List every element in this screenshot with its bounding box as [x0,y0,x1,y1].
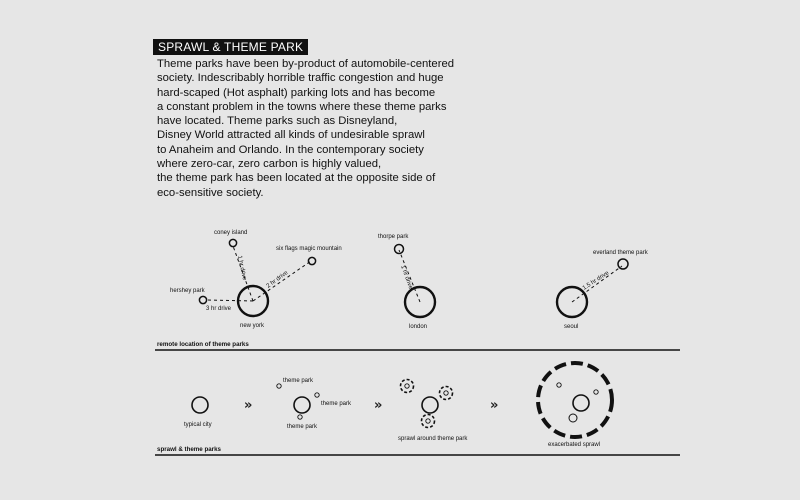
everland-label: everland theme park [593,250,648,256]
seoul-diagram [557,250,649,330]
typical-city-circle [192,397,208,413]
thorpe-park-circle [395,245,404,254]
sprawl-ring [422,415,435,428]
new-york-diagram [170,230,342,329]
six-flags-park-circle [308,257,315,264]
theme-park-circle [298,415,302,419]
city-circle [294,397,310,413]
paragraph-line: a constant problem in the towns where these theme parks [157,100,447,113]
sprawl-sequence [184,363,612,448]
paragraph-line: hard-scaped (Hot asphalt) parking lots and has become [157,86,436,99]
remote-section-label: remote location of theme parks [157,341,249,348]
london-label: london [409,324,428,330]
coney-island-park-circle [229,239,236,246]
everland-park-circle [618,259,628,269]
theme-park-circle [569,414,577,422]
sprawl-section-label: sprawl & theme parks [157,446,221,453]
theme-park-label: theme park [287,424,318,430]
sprawl-ring [401,380,414,393]
city-circle [573,395,589,411]
seoul-drive-label: 1.5 hr drive [581,270,611,292]
six-flags-label: six flags magic mountain [276,246,342,252]
theme-park-circle [405,384,409,388]
theme-park-label: theme park [321,401,352,407]
hershey-park-label: hershey park [170,288,205,294]
paragraph-line: society. Indescribably horrible traffic congestion and huge [157,72,444,85]
london-drive-label: 1 hr drive [399,264,414,291]
paragraph-line: to Anaheim and Orlando. In the contemporary society [157,143,424,156]
thorpe-park-label: thorpe park [378,234,409,240]
theme-park-circle [444,391,448,395]
arrow-icon: » [490,398,499,413]
paragraph-line: Disney World attracted all kinds of undesirable sprawl [157,129,425,142]
theme-park-circle [315,393,319,397]
theme-park-circle [557,383,561,387]
city-circle [422,397,438,413]
exacerbated-sprawl-label: exacerbated sprawl [548,442,601,448]
paragraph-line: eco-sensitive society. [157,186,264,199]
exacerbated-sprawl-ring [538,363,612,437]
drive-line-six-flags [253,261,311,301]
sprawl-around-label: sprawl around theme park [398,436,468,442]
new-york-label: new york [240,323,265,329]
theme-park-circle [594,390,598,394]
paragraph-line: Theme parks have been by-product of automobile-centered [157,58,455,70]
paragraph-line: have located. Theme parks such as Disneyland, [157,115,398,128]
theme-park-label: theme park [283,378,314,384]
theme-park-circle [426,419,430,423]
hershey-park-circle [199,296,206,303]
paragraph-line: the theme park has been located at the opposite side of [157,172,436,185]
seoul-label: seoul [564,324,579,330]
typical-city-label: typical city [184,422,212,428]
london-diagram [378,234,435,330]
section-title: SPRAWL & THEME PARK [153,39,308,55]
paragraph-line: where zero-car, zero carbon is highly valued, [157,158,382,171]
drive-line-hershey [206,300,253,301]
sprawl-ring [440,387,453,400]
theme-park-circle [277,384,281,388]
drive-line-everland [572,266,622,302]
coney-island-label: coney island [214,230,248,236]
arrow-icon: » [374,398,383,413]
hershey-drive-label: 3 hr drive [206,306,232,312]
coney-drive-label: 1 hr drive [236,255,248,281]
arrow-icon: » [244,398,253,413]
six-flags-drive-label: 2 hr drive [265,270,290,290]
